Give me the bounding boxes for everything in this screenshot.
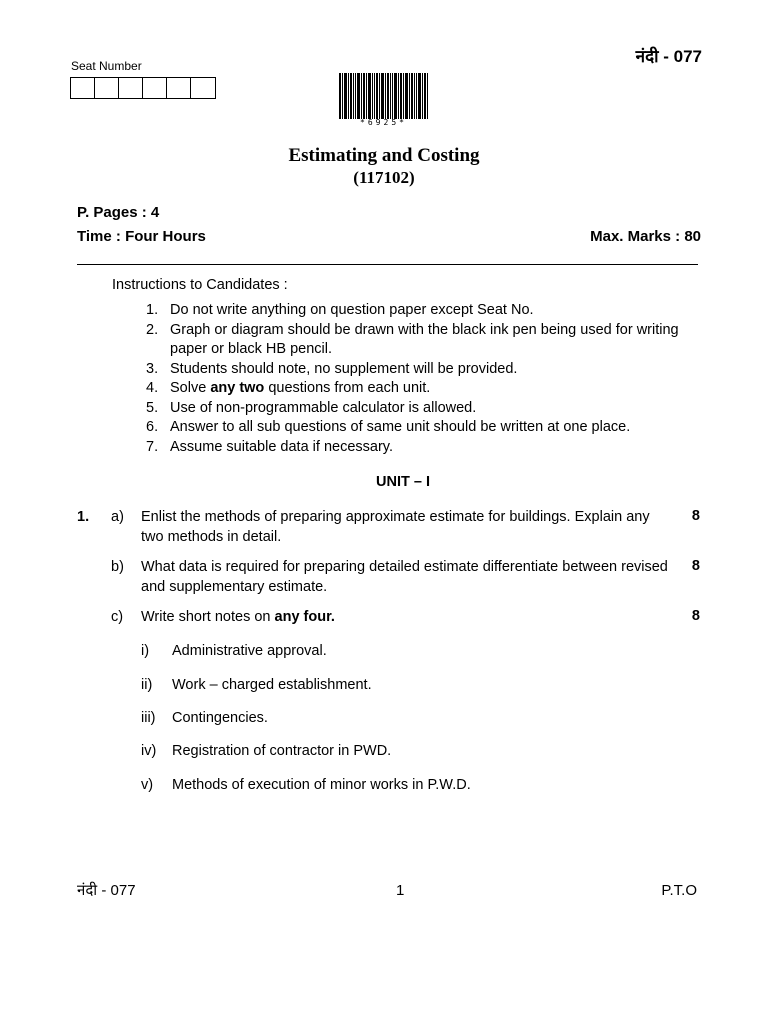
subitem-text: Registration of contractor in PWD. [172,743,392,759]
subitem-text: Contingencies. [172,710,268,726]
part-marks: 8 [691,508,700,524]
footer-paper-code: नंदी - 077 [77,882,136,899]
seat-box [167,78,191,98]
subitem-label: i) [141,643,150,659]
page-number: 1 [396,882,405,899]
part-marks: 8 [691,608,700,624]
barcode-number: *6925* [360,118,407,127]
seat-box [119,78,143,98]
divider-line [77,264,698,265]
seat-number-boxes [70,77,216,99]
instruction-item: 2. Graph or diagram should be drawn with the black ink pen being used for writing paper or black HB pencil. [146,321,679,357]
instructions-list [146,301,680,457]
instruction-item: 4. Solve any two questions from each unit. [146,380,431,396]
part-label: c) [111,609,124,625]
max-marks: Max. Marks : 80 [590,228,701,245]
instructions-heading: Instructions to Candidates : [112,277,288,293]
subitem-text: Administrative approval. [172,643,327,659]
instruction-item: 5. Use of non-programmable calculator is allowed. [146,399,477,416]
part-label: a) [111,509,124,525]
seat-box [71,78,95,98]
instruction-item: 1. Do not write anything on question paper except Seat No. [146,302,534,318]
part-text: What data is required for preparing detailed estimate differentiate between revised and supplementary estimate. [141,559,668,595]
seat-box [95,78,119,98]
subitem-label: ii) [141,677,153,693]
paper-code-top: नंदी - 077 [635,47,702,66]
instruction-item: 7. Assume suitable data if necessary. [146,438,393,455]
exam-duration: Time : Four Hours [77,228,206,245]
pto-label: P.T.O [661,882,697,899]
part-text: Write short notes on any four. [141,609,335,625]
unit-heading: UNIT – I [376,474,430,490]
instruction-item: 6. Answer to all sub questions of same unit should be written at one place. [146,419,631,435]
seat-box [143,78,167,98]
page-count: P. Pages : 4 [77,204,160,221]
part-marks: 8 [691,558,700,574]
subject-code: (117102) [353,168,415,187]
seat-box [191,78,215,98]
subitem-text: Work – charged establishment. [172,677,372,693]
subitem-text: Methods of execution of minor works in P.W.D. [172,777,471,793]
question-number: 1. [77,509,90,525]
seat-number-label: Seat Number [71,59,142,73]
subitem-label: v) [141,777,154,793]
paper-title: Estimating and Costing [288,145,480,166]
part-text: Enlist the methods of preparing approximate estimate for buildings. Explain any two methods in detail. [141,509,650,545]
subitem-label: iv) [141,743,157,759]
instruction-item: 3. Students should note, no supplement will be provided. [146,360,518,377]
subitem-label: iii) [141,710,156,726]
barcode-icon [339,73,428,119]
part-label: b) [111,559,124,575]
